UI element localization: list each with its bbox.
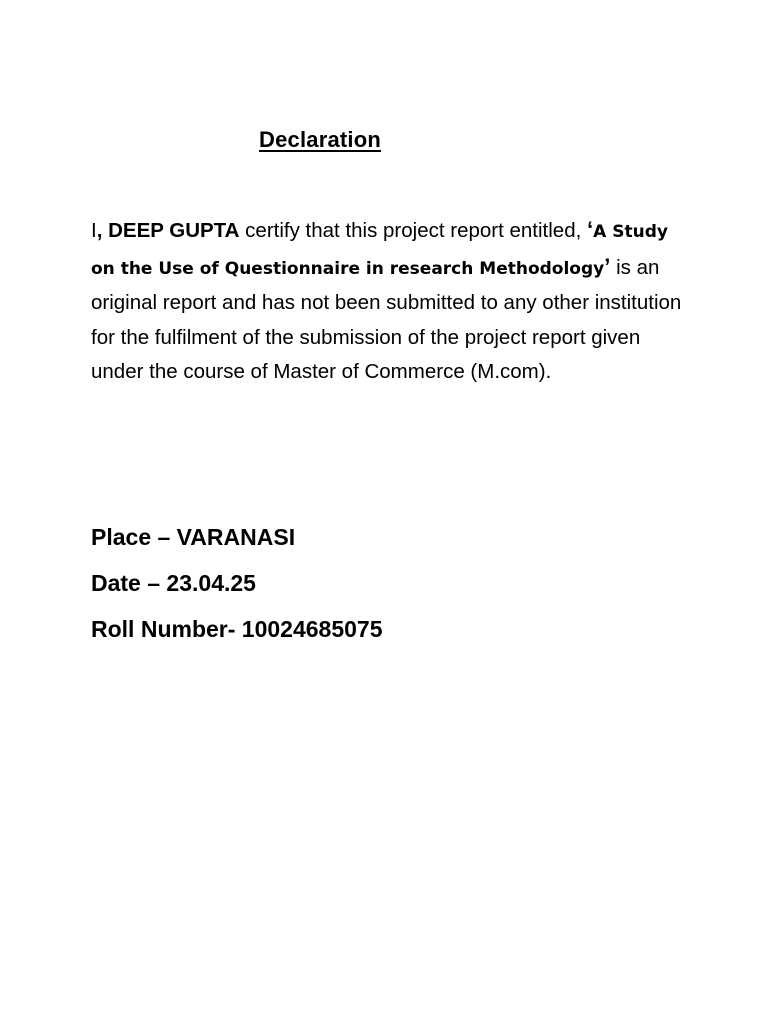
declaration-paragraph [91,213,691,390]
open-quote: ‘ [587,217,594,242]
close-quote: ’ [604,253,611,279]
place-line: Place – VARANASI [91,524,296,550]
declaration-details [91,520,383,658]
declaration-heading: Declaration [259,127,382,152]
declarant-name: , DEEP GUPTA [96,219,240,242]
certify-text: certify that this project report entitled, [239,219,582,242]
roll-number-line: Roll Number- 10024685075 [91,616,383,642]
declaration-body-text: is an original report and has not been submitted to any other institution for the fulfilment of the submission of the project report given under the course of Master of Commerce (M.com). [91,255,682,383]
report-title: A Study on the Use of Questionnaire in research Methodology [91,222,668,279]
date-line: Date – 23.04.25 [91,570,256,596]
pronoun-text: I [91,219,97,242]
